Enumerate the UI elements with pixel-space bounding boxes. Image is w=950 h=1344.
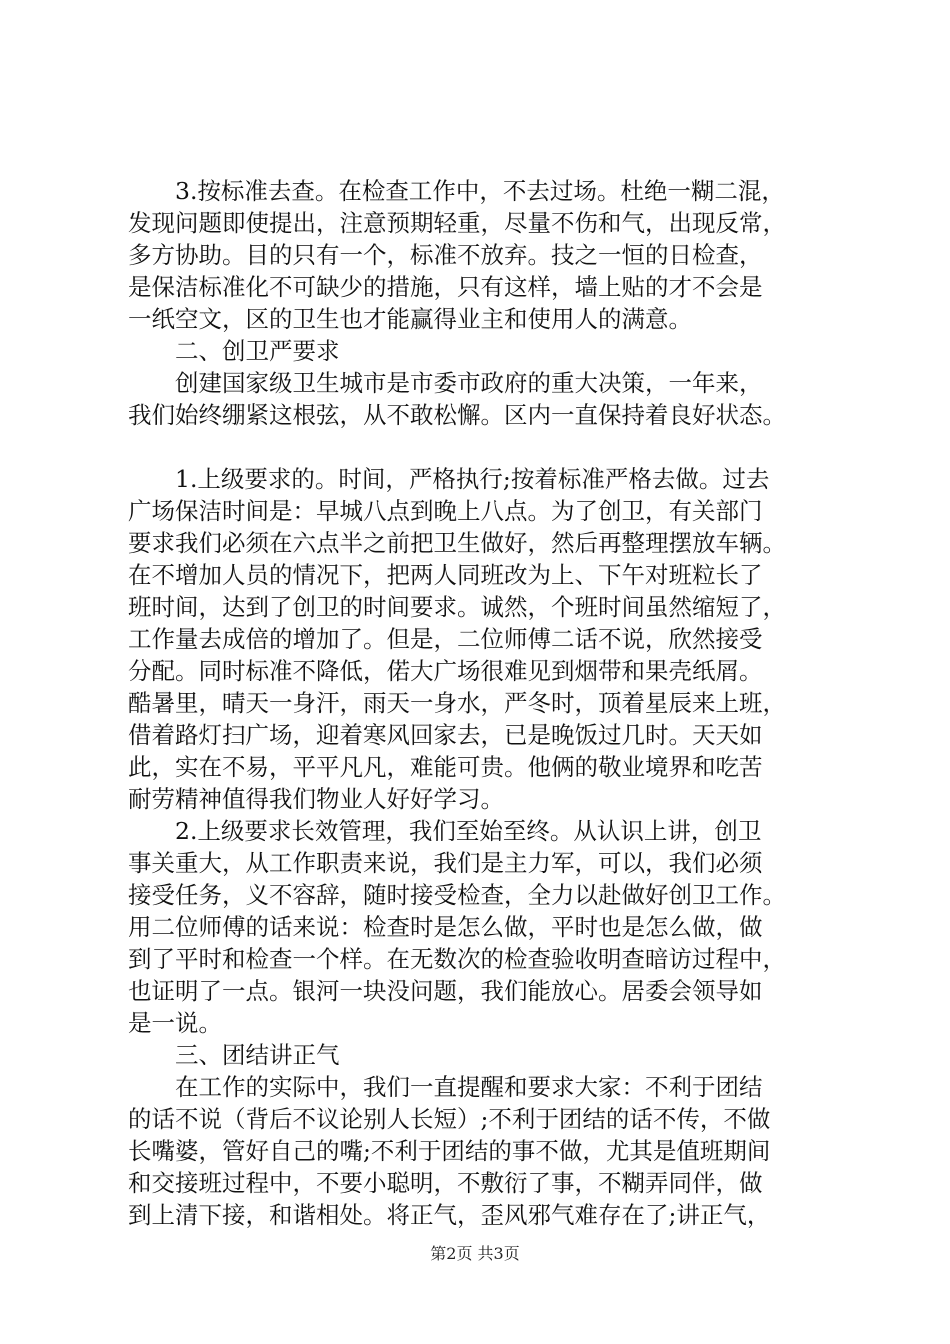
text-line: 2.上级要求长效管理，我们至始至终。从认识上讲，创卫 — [128, 817, 762, 845]
text-line: 到上清下接，和谐相处。将正气，歪风邪气难存在了;讲正气， — [128, 1201, 771, 1229]
document-body — [128, 175, 832, 1231]
text-line: 是保洁标准化不可缺少的措施，只有这样，墙上贴的才不会是 — [128, 273, 763, 301]
text-line: 二、创卫严要求 — [128, 337, 340, 365]
text-line: 的话不说（背后不议论别人长短）;不利于团结的话不传，不做 — [128, 1105, 771, 1133]
text-line: 在工作的实际中，我们一直提醒和要求大家：不利于团结 — [128, 1073, 763, 1101]
text-line: 借着路灯扫广场，迎着寒风回家去，已是晚饭过几时。天天如 — [128, 721, 763, 749]
text-line: 3.按标准去查。在检查工作中，不去过场。杜绝一糊二混， — [128, 177, 785, 205]
text-line: 班时间，达到了创卫的时间要求。诚然，个班时间虽然缩短了， — [128, 593, 786, 621]
text-line: 分配。同时标准不降低，偌大广场很难见到烟带和果壳纸屑。 — [128, 657, 763, 685]
text-line: 一纸空文，区的卫生也才能赢得业主和使用人的满意。 — [128, 305, 692, 333]
text-line: 和交接班过程中，不要小聪明，不敷衍了事，不糊弄同伴，做 — [128, 1169, 763, 1197]
text-line: 创建国家级卫生城市是市委市政府的重大决策，一年来， — [128, 369, 763, 397]
page-footer: 第2页 共3页 — [430, 1244, 520, 1263]
text-line: 此，实在不易，平平凡凡，难能可贵。他俩的敬业境界和吃苦 — [128, 753, 763, 781]
text-line: 工作量去成倍的增加了。但是，二位师傅二话不说，欣然接受 — [128, 625, 763, 653]
text-line: 是一说。 — [128, 1009, 222, 1037]
text-line: 用二位师傅的话来说：检查时是怎么做，平时也是怎么做，做 — [128, 913, 763, 941]
text-line: 在不增加人员的情况下，把两人同班改为上、下午对班粒长了 — [128, 561, 763, 589]
text-line: 我们始终绷紧这根弦，从不敢松懈。区内一直保持着良好状态。 — [128, 401, 786, 429]
text-line: 要求我们必须在六点半之前把卫生做好，然后再整理摆放车辆。 — [128, 529, 786, 557]
text-line: 到了平时和检查一个样。在无数次的检查验收明查暗访过程中， — [128, 945, 786, 973]
text-line: 接受任务，义不容辞，随时接受检查，全力以赴做好创卫工作。 — [128, 881, 786, 909]
text-line: 酷暑里，晴天一身汗，雨天一身水，严冬时，顶着星辰来上班， — [128, 689, 786, 717]
text-line: 事关重大，从工作职责来说，我们是主力军，可以，我们必须 — [128, 849, 763, 877]
text-line: 1.上级要求的。时间，严格执行;按着标准严格去做。过去 — [128, 465, 770, 493]
text-line: 三、团结讲正气 — [128, 1041, 340, 1069]
text-line: 发现问题即使提出，注意预期轻重，尽量不伤和气，出现反常， — [128, 209, 786, 237]
text-line: 长嘴婆，管好自己的嘴;不利于团结的事不做，尤其是值班期间 — [128, 1137, 771, 1165]
text-line: 多方协助。目的只有一个，标准不放弃。技之一恒的日检查， — [128, 241, 763, 269]
text-line: 也证明了一点。银河一块没问题，我们能放心。居委会领导如 — [128, 977, 763, 1005]
text-line: 广场保洁时间是：早城八点到晚上八点。为了创卫，有关部门 — [128, 497, 763, 525]
text-line: 耐劳精神值得我们物业人好好学习。 — [128, 785, 504, 813]
blank-line — [128, 431, 832, 463]
